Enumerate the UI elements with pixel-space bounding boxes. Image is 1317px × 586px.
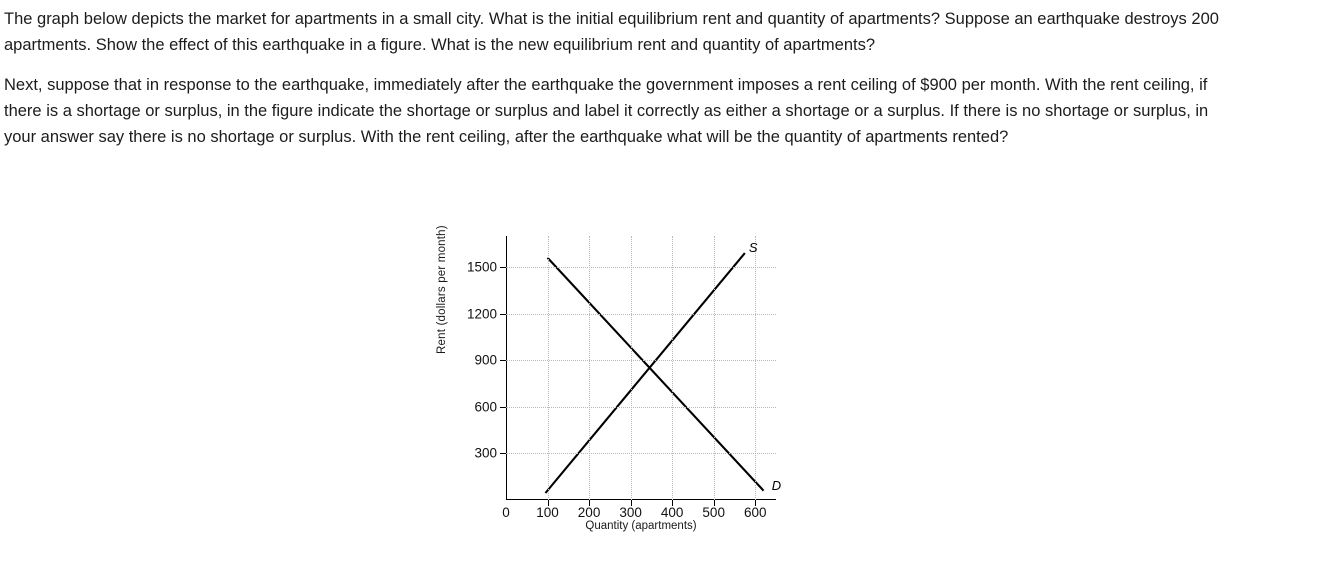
curve-label-d: D	[771, 478, 782, 494]
supply-demand-chart	[436, 225, 800, 543]
y-axis-label: 900	[474, 352, 497, 368]
chart-curves	[506, 236, 776, 500]
gridline-horizontal	[506, 407, 776, 408]
x-axis-label: 600	[743, 505, 767, 520]
y-axis-label: 1500	[466, 259, 497, 275]
y-axis-label: 300	[474, 445, 497, 461]
question-text	[4, 6, 1244, 164]
y-axis-tick	[500, 267, 506, 268]
y-axis-title: Rent (dollars per month)	[436, 225, 448, 354]
x-axis-label: 200	[577, 505, 601, 520]
y-axis-tick	[500, 407, 506, 408]
gridline-vertical	[548, 236, 549, 500]
y-axis-tick	[500, 360, 506, 361]
gridline-vertical	[589, 236, 590, 500]
question-paragraph-1: The graph below depicts the market for apartments in a small city. What is the initial equilibrium rent and quantity of apartments? Suppose an earthquake destroys 200 apartments. Show the effect of this earthquake in a figure. What is the new equilibrium rent and quantity of apartments?	[4, 10, 1219, 54]
gridline-vertical	[714, 236, 715, 500]
gridline-vertical	[672, 236, 673, 500]
x-axis-label: 500	[702, 505, 725, 520]
curve-label-s: S	[748, 240, 758, 256]
question-paragraph-2: Next, suppose that in response to the earthquake, immediately after the earthquake the government imposes a rent ceiling of $900 per month. With the rent ceiling, if there is a shortage or surplus, in the figure indicate the shortage or surplus and label it correctly as either a shortage or a surplus. If there is no shortage or surplus, in your answer say there is no shortage or surplus. With the rent ceiling, after the earthquake what will be the quantity of apartments rented?	[4, 76, 1209, 146]
gridline-horizontal	[506, 453, 776, 454]
demand-curve	[548, 258, 764, 491]
gridline-vertical	[631, 236, 632, 500]
chart-plot-area	[466, 236, 782, 520]
y-axis-tick	[500, 314, 506, 315]
y-axis-label: 600	[474, 399, 497, 415]
x-axis-title: Quantity (apartments)	[585, 520, 697, 532]
x-axis-label: 100	[536, 505, 559, 520]
y-axis-tick	[500, 453, 506, 454]
x-axis-label: 0	[502, 505, 510, 520]
gridline-vertical	[755, 236, 756, 500]
y-axis-label: 1200	[466, 306, 497, 322]
gridline-horizontal	[506, 360, 776, 361]
x-axis-label: 300	[619, 505, 642, 520]
gridline-horizontal	[506, 267, 776, 268]
gridline-horizontal	[506, 314, 776, 315]
x-axis-label: 400	[660, 505, 684, 520]
